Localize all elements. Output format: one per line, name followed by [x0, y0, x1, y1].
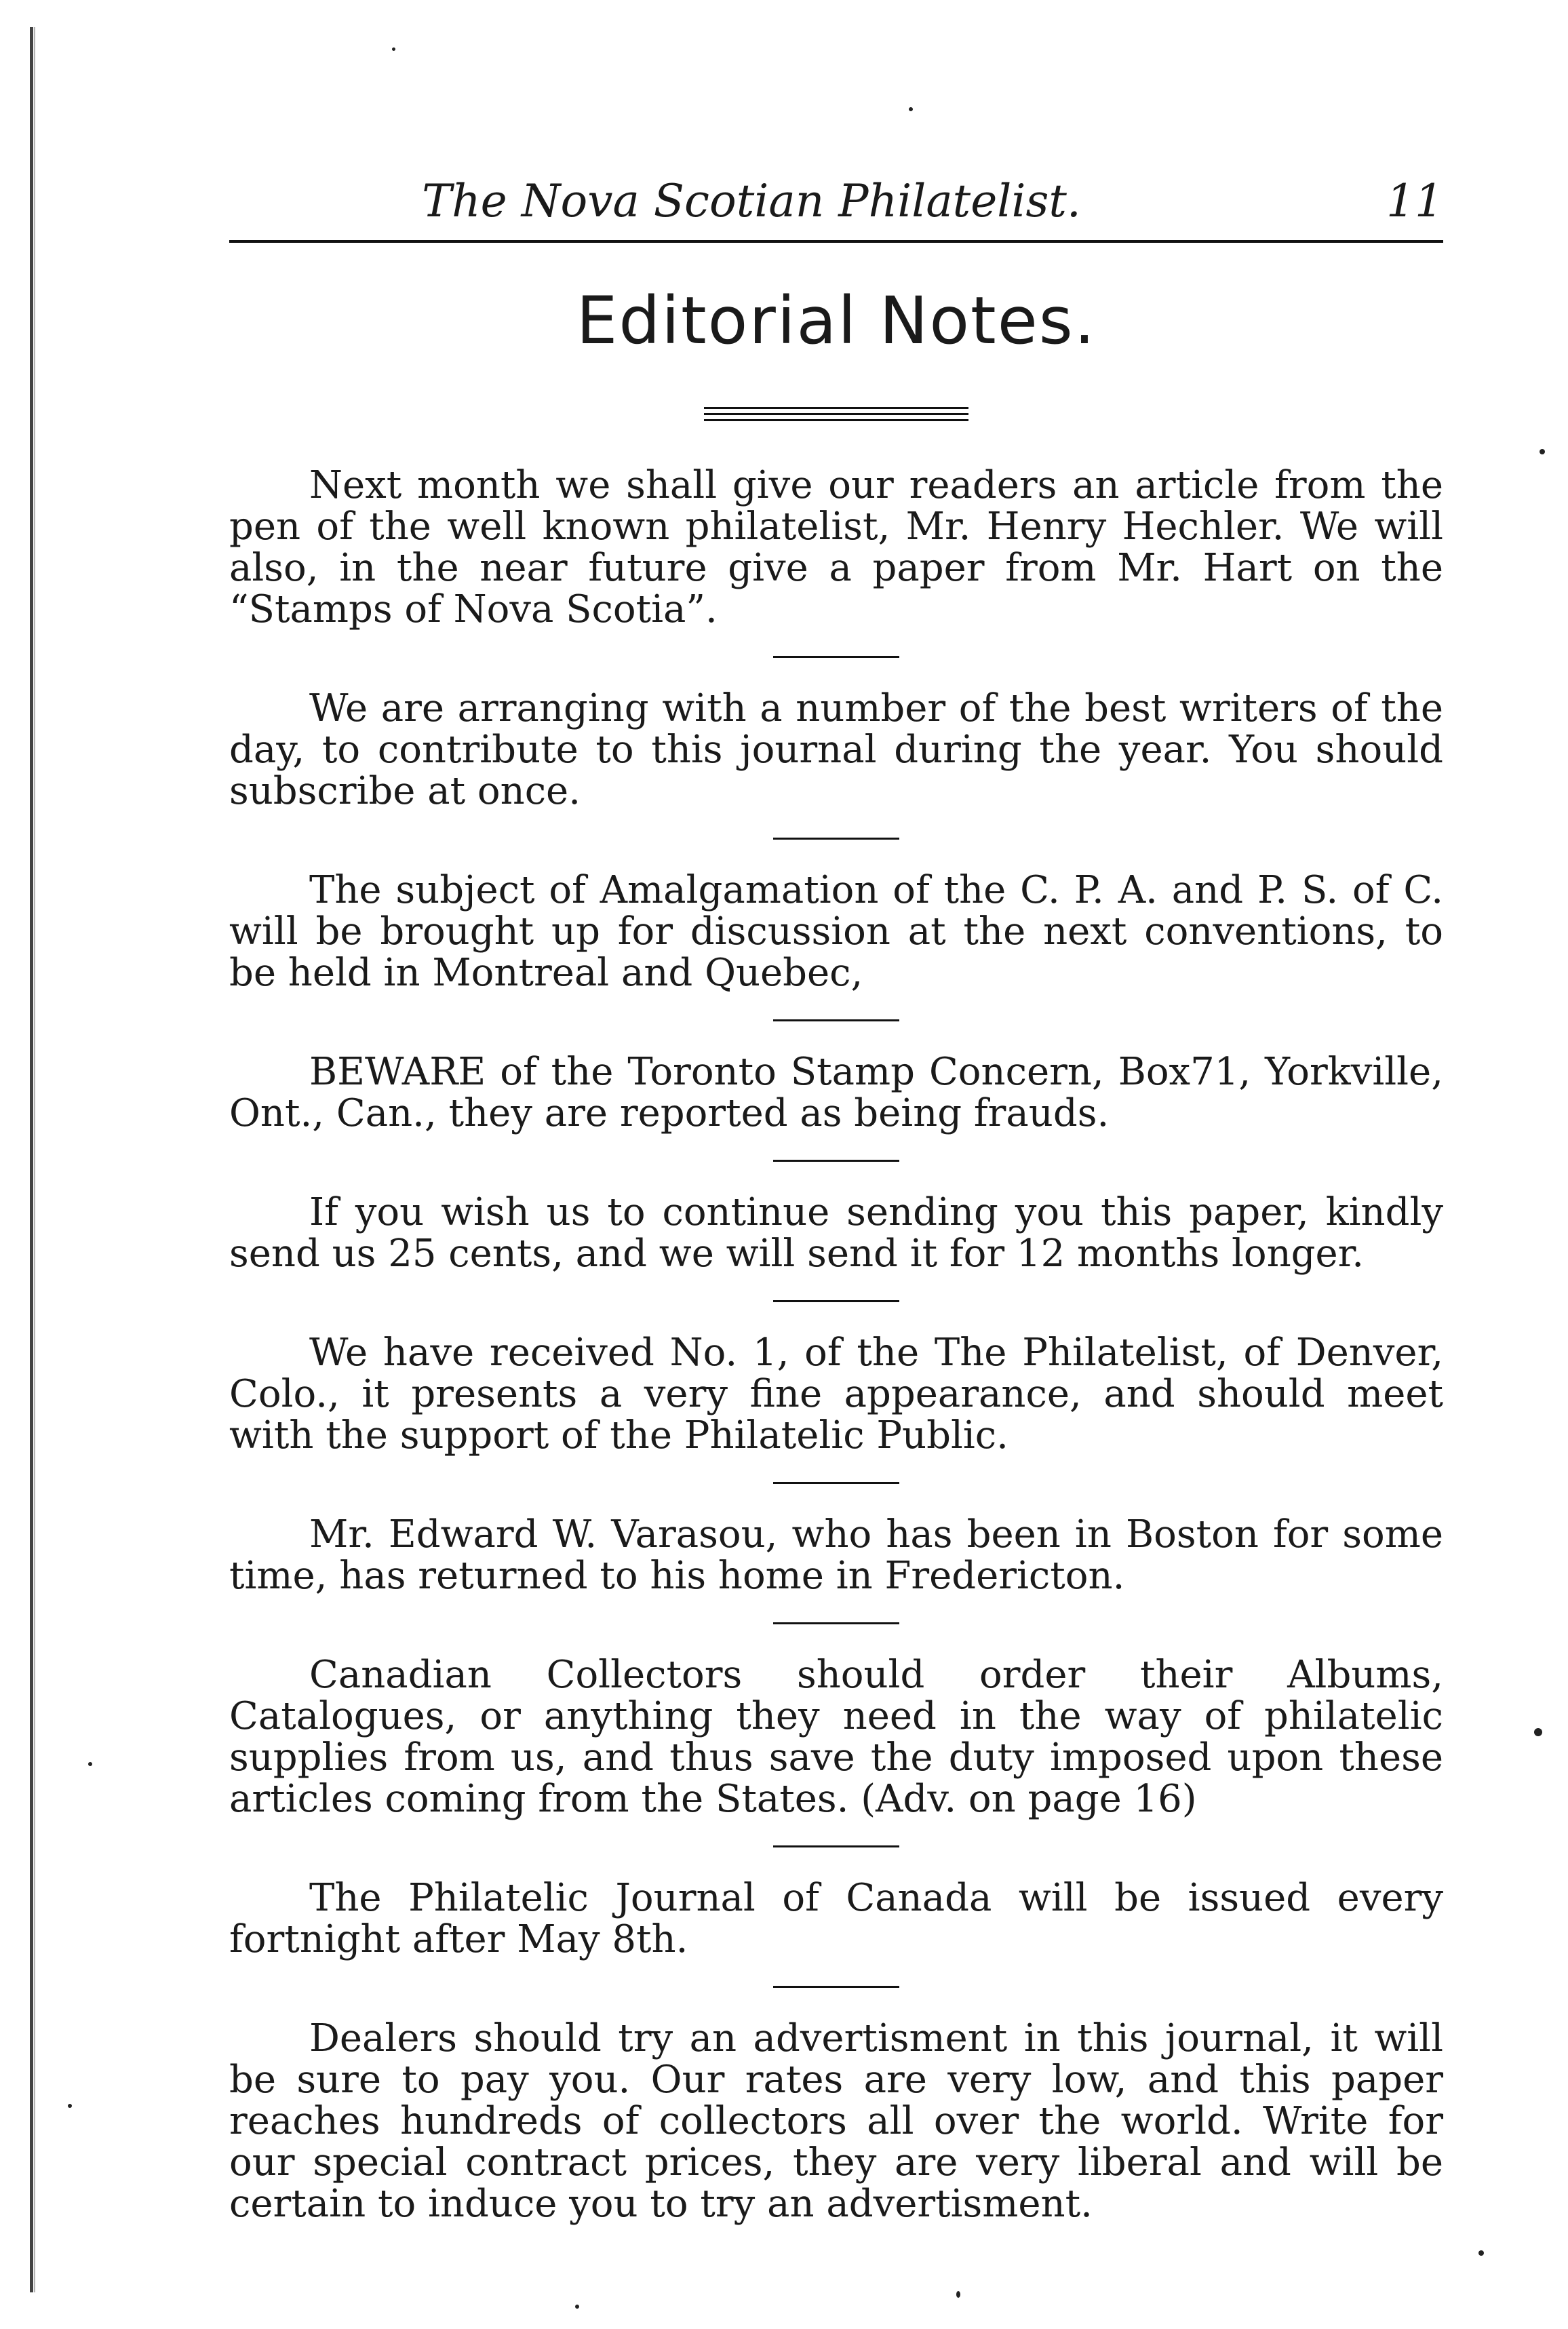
print-speck — [88, 1762, 92, 1766]
note-paragraph: The subject of Amalgamation of the C. P. A. and P. S. of C. will be brought up for discussion at the next conventions, to be held in Montreal and Quebec, — [229, 868, 1443, 995]
note-paragraph: Next month we shall give our readers an article from the pen of the well known philatelist, Mr. Henry Hechler. We will also, in the near future give a paper from Mr. Hart on the “Stamps of Nova Scotia”. — [229, 463, 1443, 631]
note-separator — [773, 1160, 899, 1162]
note-separator — [773, 1986, 899, 1988]
journal-title: The Nova Scotian Philatelist. — [422, 175, 1081, 227]
note-separator — [773, 1482, 899, 1484]
ornament-line — [704, 407, 968, 409]
print-speck — [909, 107, 913, 111]
print-speck — [1540, 449, 1545, 454]
header-rule — [229, 240, 1443, 243]
note-paragraph: We have received No. 1, of the The Philatelist, of Denver, Colo., it presents a very fine appearance, and should meet with the support of the Philatelic Public. — [229, 1331, 1443, 1457]
note-separator — [773, 1019, 899, 1021]
note-paragraph: The Philatelic Journal of Canada will be issued every fortnight after May 8th. — [229, 1876, 1443, 1961]
print-speck — [1534, 1728, 1542, 1736]
print-speck — [575, 2305, 579, 2309]
note-separator — [773, 838, 899, 840]
editorial-notes — [229, 465, 1443, 2225]
note-separator — [773, 1845, 899, 1847]
ornament-line — [704, 413, 968, 415]
print-speck — [956, 2291, 960, 2298]
note-separator — [773, 1300, 899, 1302]
binding-edge-line — [30, 27, 33, 2292]
print-speck — [392, 47, 395, 51]
print-speck — [1478, 2250, 1484, 2256]
note-separator — [773, 656, 899, 658]
note-paragraph: BEWARE of the Toronto Stamp Concern, Box71, Yorkville, Ont., Can., they are reported as being frauds. — [229, 1050, 1443, 1135]
note-paragraph: Mr. Edward W. Varasou, who has been in Boston for some time, has returned to his home in Fredericton. — [229, 1512, 1443, 1598]
running-head — [229, 171, 1443, 232]
title-ornament-rule — [704, 407, 968, 423]
ornament-line — [704, 419, 968, 421]
page-number: 11 — [1386, 175, 1443, 227]
note-separator — [773, 1622, 899, 1624]
note-paragraph: If you wish us to continue sending you this paper, kindly send us 25 cents, and we will send it for 12 months longer. — [229, 1190, 1443, 1276]
note-paragraph: We are arranging with a number of the best writers of the day, to contribute to this journal during the year. You should subscribe at once. — [229, 686, 1443, 813]
binding-edge-shadow — [34, 27, 35, 2292]
print-speck — [68, 2104, 72, 2108]
section-title: Editorial Notes. — [576, 283, 1097, 359]
note-paragraph: Dealers should try an advertisment in this journal, it will be sure to pay you. Our rates are very low, and this paper reaches hundreds of collectors all over the world. Write for our special contract prices, they are very liberal and will be certain to induce you to try an advertisment. — [229, 2016, 1443, 2226]
note-paragraph: Canadian Collectors should order their Albums, Catalogues, or anything they need in the way of philatelic supplies from us, and thus save the duty imposed upon these articles coming from the States. (Adv. on page 16) — [229, 1653, 1443, 1821]
